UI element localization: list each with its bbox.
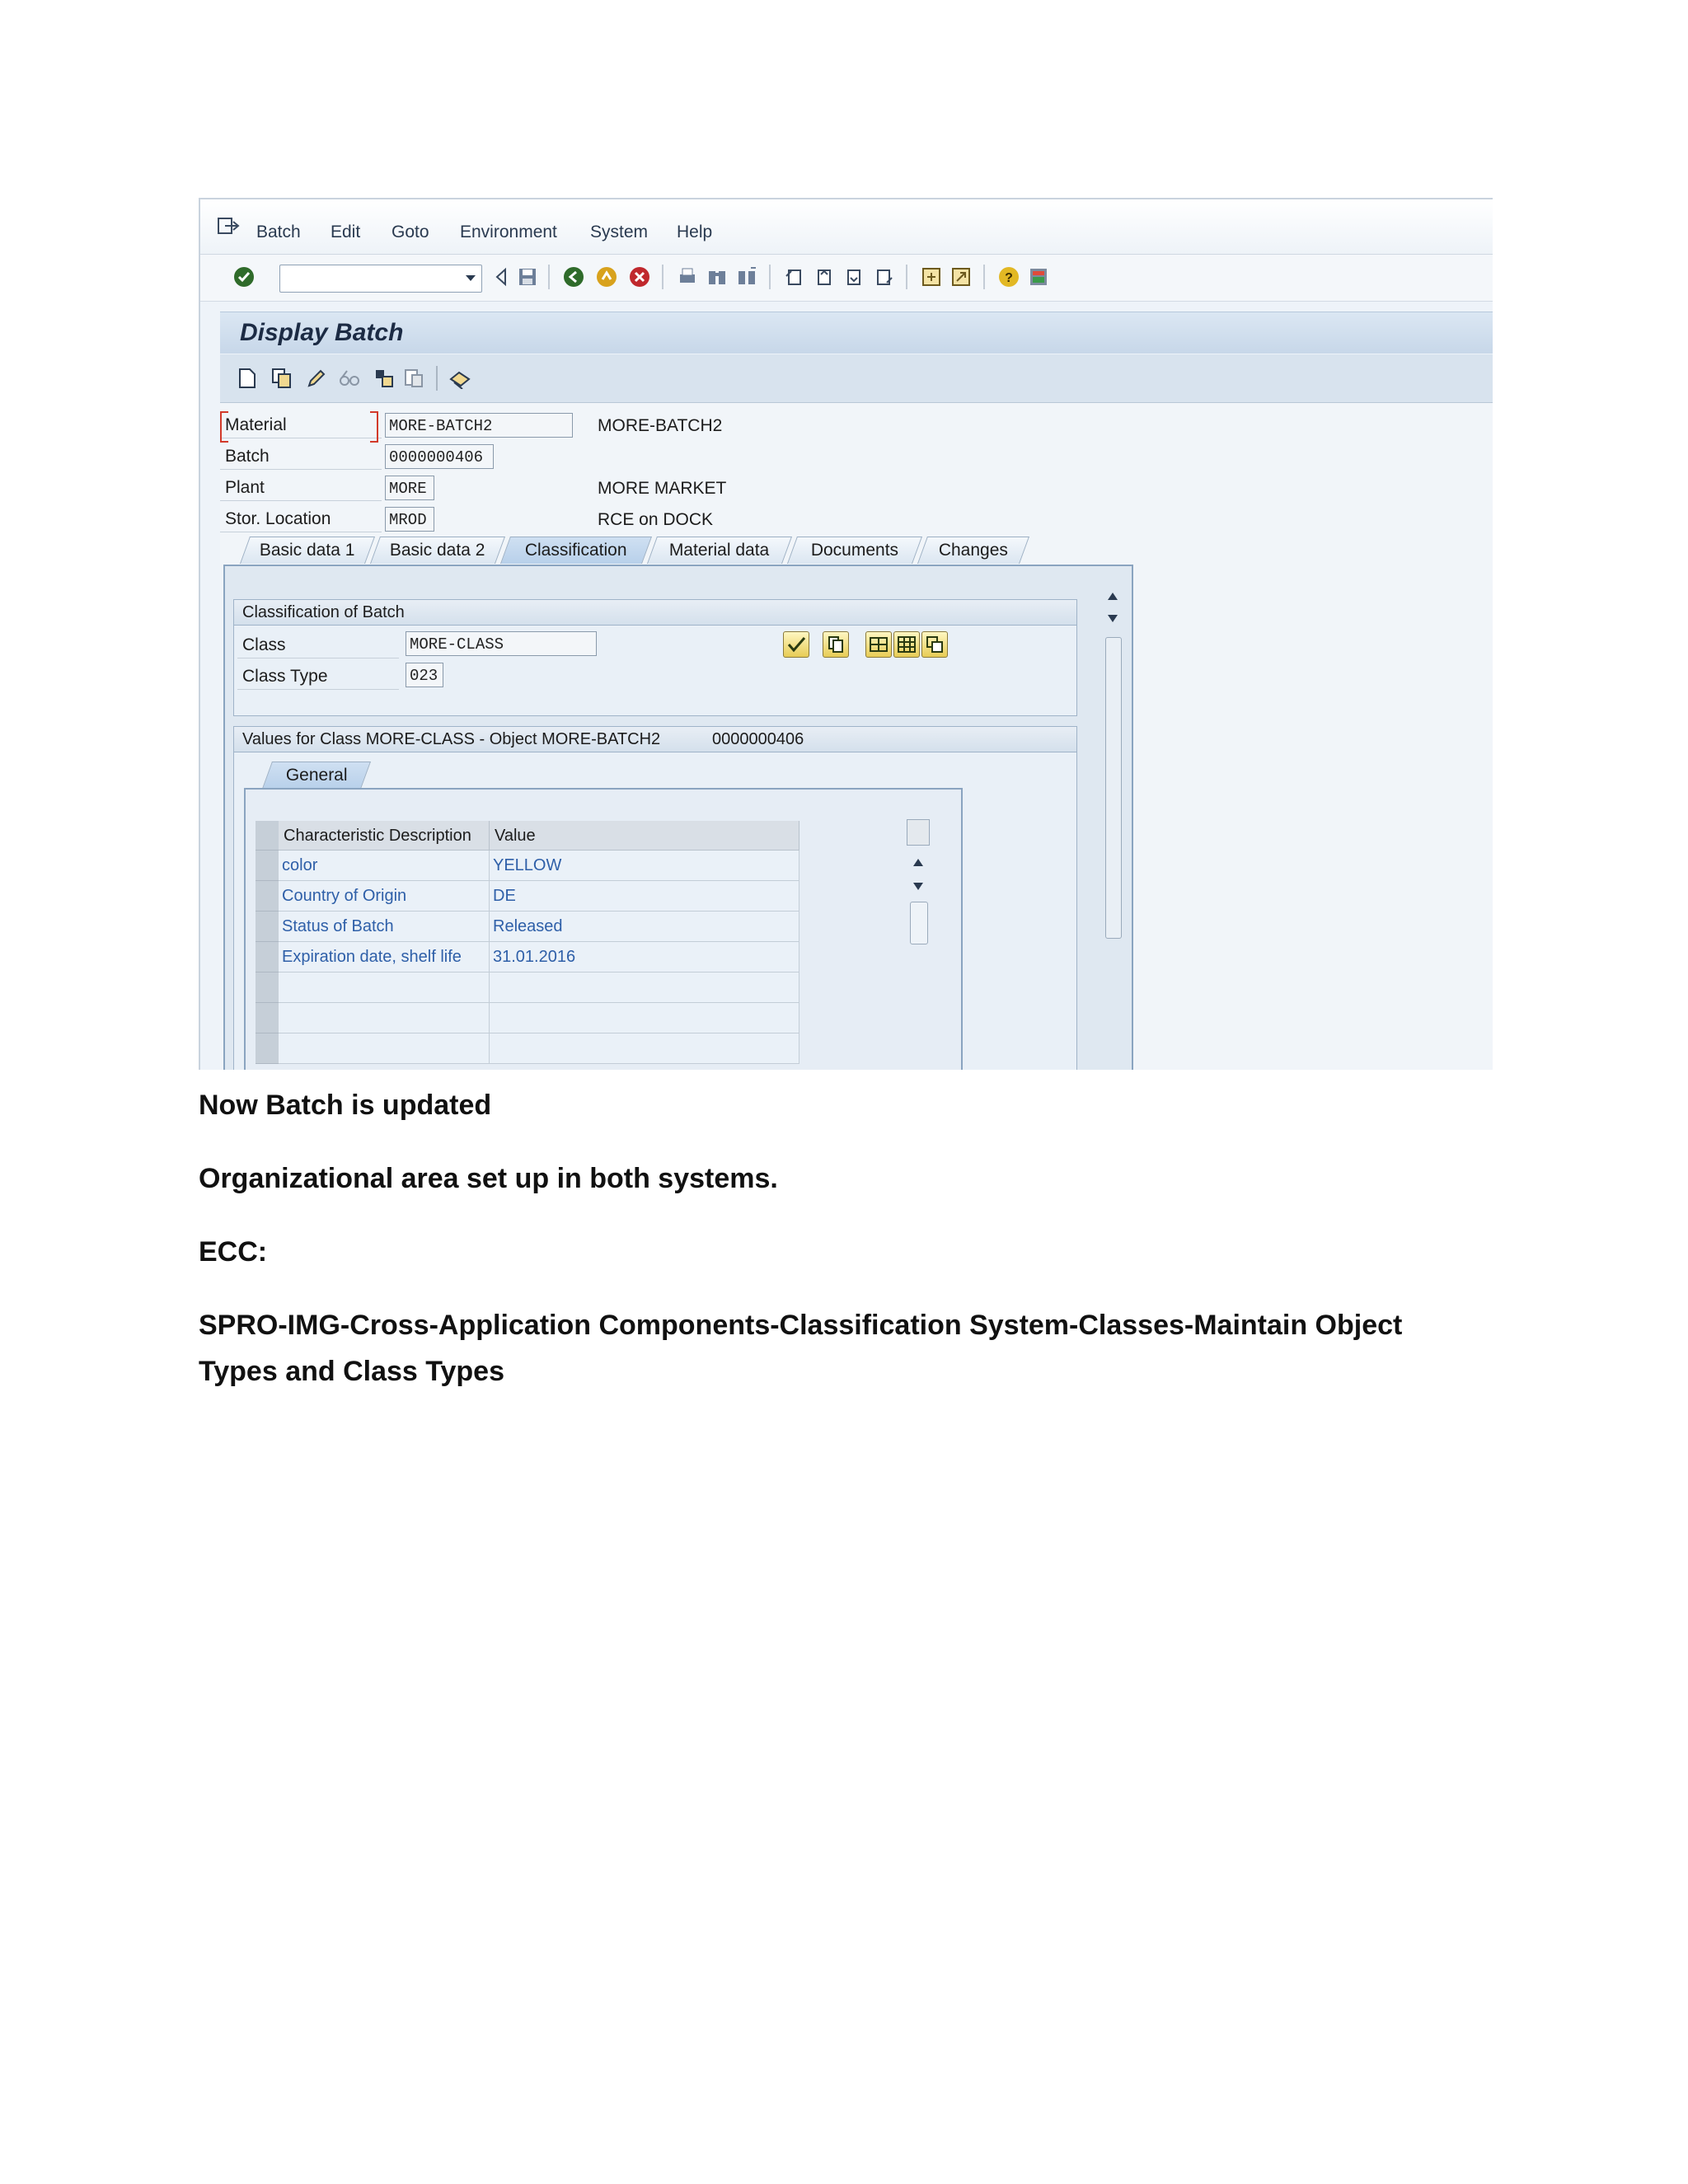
copy-document-icon[interactable] <box>271 368 293 389</box>
copy-icon <box>823 632 848 657</box>
document-list-icon[interactable] <box>403 368 424 389</box>
scroll-up-icon[interactable] <box>1107 591 1118 601</box>
scroll-up-icon[interactable] <box>912 857 924 867</box>
document-line-spro-path: SPRO-IMG-Cross-Application Components-Classification System-Classes-Maintain Object <box>199 1310 1403 1341</box>
content-area <box>220 403 1493 1070</box>
last-page-icon[interactable] <box>873 266 894 288</box>
where-used-icon[interactable] <box>373 368 395 389</box>
table-cell-value[interactable] <box>490 1003 799 1033</box>
document-line-spro-path-cont: Types and Class Types <box>199 1356 504 1387</box>
sap-window <box>199 198 1493 1070</box>
object-details-button[interactable] <box>921 631 948 658</box>
column-header-description[interactable]: Characteristic Description <box>279 821 490 851</box>
back-arrow-icon[interactable] <box>490 266 512 288</box>
create-document-icon[interactable] <box>237 368 258 389</box>
standard-toolbar <box>200 255 1493 302</box>
tab-changes[interactable]: Changes <box>917 537 1029 564</box>
tab-basic-data-1[interactable]: Basic data 1 <box>240 537 375 564</box>
details-icon <box>922 632 947 657</box>
values-group <box>233 726 1077 1070</box>
table-cell-value[interactable]: 31.01.2016 <box>490 942 799 972</box>
classification-group <box>233 599 1077 716</box>
table-cell-value[interactable]: Released <box>490 912 799 942</box>
panel-scrollbar[interactable] <box>1100 591 1125 1070</box>
application-toolbar <box>220 354 1493 403</box>
object-number: 0000000406 <box>712 730 804 748</box>
table-cell-description[interactable]: Expiration date, shelf life <box>279 942 490 972</box>
scroll-thumb[interactable] <box>910 902 928 944</box>
batch-label: Batch <box>220 444 382 470</box>
column-header-value[interactable]: Value <box>490 821 799 851</box>
table-cell-description[interactable] <box>279 1033 490 1064</box>
table-cell-description[interactable]: color <box>279 851 490 881</box>
select-all-cell[interactable] <box>256 821 279 851</box>
customize-layout-icon[interactable] <box>1028 266 1049 288</box>
table-cell-description[interactable]: Country of Origin <box>279 881 490 912</box>
screen-title-bar <box>220 312 1493 354</box>
insert-row-button[interactable] <box>865 631 892 658</box>
class-type-label: Class Type <box>237 664 399 690</box>
toolbar-separator <box>548 265 550 289</box>
menu-environment[interactable]: Environment <box>460 223 557 241</box>
plant-label: Plant <box>220 476 382 501</box>
material-description: MORE-BATCH2 <box>598 416 723 435</box>
table-cell-value[interactable] <box>490 1033 799 1064</box>
classification-group-title: Classification of Batch <box>234 600 1076 626</box>
menu-goto[interactable]: Goto <box>392 223 429 241</box>
values-group-title: Values for Class MORE-CLASS - Object MORE-BATCH2 0000000406 <box>234 727 1076 752</box>
table-settings-button[interactable] <box>907 819 930 846</box>
exit-yellow-icon[interactable] <box>596 266 617 288</box>
table-icon <box>894 632 919 657</box>
menu-system[interactable]: System <box>590 223 649 241</box>
previous-page-icon[interactable] <box>814 266 835 288</box>
row-selector[interactable] <box>256 851 279 881</box>
back-green-icon[interactable] <box>563 266 584 288</box>
row-selector[interactable] <box>256 1003 279 1033</box>
shortcut-icon[interactable] <box>950 266 972 288</box>
chevron-down-icon[interactable] <box>465 274 476 283</box>
tab-general[interactable]: General <box>262 762 371 789</box>
toolbar-separator <box>906 265 907 289</box>
class-type-field[interactable]: 023 <box>406 663 443 687</box>
edit-pencil-icon[interactable] <box>306 368 327 389</box>
document-line-org-area: Organizational area set up in both systems. <box>199 1163 778 1194</box>
required-marker <box>220 411 228 443</box>
check-assignment-button[interactable] <box>783 631 809 658</box>
toolbar-separator <box>662 265 663 289</box>
copy-button[interactable] <box>823 631 849 658</box>
insert-row-icon <box>866 632 891 657</box>
save-icon[interactable] <box>517 266 538 288</box>
scroll-down-icon[interactable] <box>912 882 924 892</box>
row-selector[interactable] <box>256 942 279 972</box>
material-field[interactable]: MORE-BATCH2 <box>385 413 573 438</box>
tab-classification[interactable]: Classification <box>500 537 652 564</box>
row-selector[interactable] <box>256 881 279 912</box>
required-marker <box>370 411 378 443</box>
table-cell-value[interactable]: YELLOW <box>490 851 799 881</box>
storage-location-description: RCE on DOCK <box>598 510 714 529</box>
toolbar-separator <box>983 265 985 289</box>
toolbar-separator <box>769 265 771 289</box>
class-field[interactable]: MORE-CLASS <box>406 631 597 656</box>
tab-panel <box>223 565 1133 1070</box>
row-selector[interactable] <box>256 1033 279 1064</box>
plant-description: MORE MARKET <box>598 479 727 498</box>
tab-documents[interactable]: Documents <box>787 537 922 564</box>
material-label: Material <box>220 413 382 438</box>
checkmark-icon <box>784 632 809 657</box>
new-session-icon[interactable] <box>921 266 942 288</box>
find-next-icon[interactable] <box>736 266 757 288</box>
toolbar-separator <box>436 366 438 391</box>
tab-material-data[interactable]: Material data <box>647 537 792 564</box>
document-line-batch-updated: Now Batch is updated <box>199 1090 492 1121</box>
batch-field[interactable]: 0000000406 <box>385 444 494 469</box>
page-title: Display Batch <box>240 319 404 346</box>
menu-edit[interactable]: Edit <box>331 223 361 241</box>
document-line-ecc: ECC: <box>199 1236 268 1268</box>
menu-batch[interactable]: Batch <box>256 223 301 241</box>
general-tab-panel <box>244 788 963 1070</box>
first-page-icon[interactable] <box>784 266 805 288</box>
table-cell-description[interactable] <box>279 1003 490 1033</box>
cancel-red-icon[interactable] <box>629 266 650 288</box>
command-field[interactable] <box>279 265 482 293</box>
table-view-button[interactable] <box>893 631 920 658</box>
storage-location-field[interactable]: MROD <box>385 507 434 532</box>
table-cell-description[interactable]: Status of Batch <box>279 912 490 942</box>
scroll-down-icon[interactable] <box>1107 614 1118 624</box>
stock-icon[interactable] <box>448 368 471 389</box>
table-cell-value[interactable] <box>490 972 799 1003</box>
table-cell-description[interactable] <box>279 972 490 1003</box>
class-label: Class <box>237 633 399 658</box>
print-icon[interactable] <box>677 266 698 288</box>
menu-bar <box>200 199 1493 255</box>
table-scrollbar[interactable] <box>905 819 931 1070</box>
menu-exit-icon[interactable] <box>217 216 240 237</box>
display-glasses-icon[interactable] <box>339 368 360 389</box>
row-selector[interactable] <box>256 912 279 942</box>
menu-help[interactable]: Help <box>677 223 713 241</box>
plant-field[interactable]: MORE <box>385 476 434 500</box>
svg-text:?: ? <box>1005 271 1013 285</box>
tab-strip <box>220 537 1127 566</box>
scroll-thumb[interactable] <box>1105 637 1122 939</box>
next-page-icon[interactable] <box>843 266 865 288</box>
storage-location-label: Stor. Location <box>220 507 382 532</box>
find-icon[interactable] <box>706 266 728 288</box>
row-selector[interactable] <box>256 972 279 1003</box>
characteristics-table <box>256 821 799 1070</box>
enter-check-icon[interactable] <box>233 266 255 288</box>
tab-basic-data-2[interactable]: Basic data 2 <box>370 537 505 564</box>
table-cell-value[interactable]: DE <box>490 881 799 912</box>
help-icon[interactable] <box>998 266 1020 288</box>
